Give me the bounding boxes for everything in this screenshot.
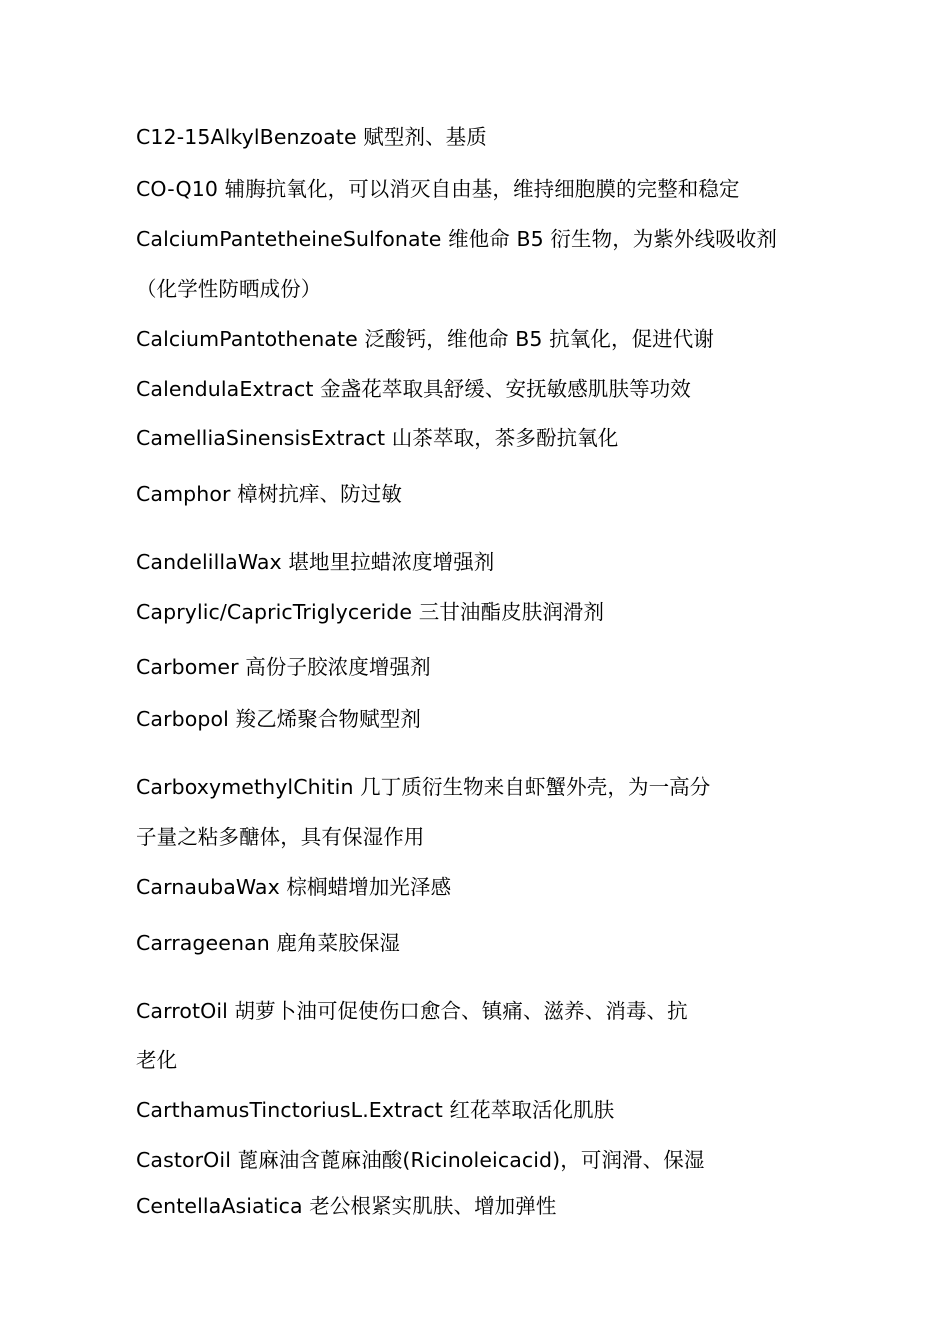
entry-caprylic-capric-triglyceride: Caprylic/CapricTriglyceride 三甘油酯皮肤润滑剂 [136, 600, 605, 624]
entry-carrageenan: Carrageenan 鹿角菜胶保湿 [136, 931, 401, 955]
entry-carrot-oil: CarrotOil 胡萝卜油可促使伤口愈合、镇痛、滋养、消毒、抗 [136, 999, 688, 1023]
entry-carbopol: Carbopol 羧乙烯聚合物赋型剂 [136, 707, 421, 731]
entry-camphor: Camphor 樟树抗痒、防过敏 [136, 482, 402, 506]
entry-c12-15-alkyl-benzoate: C12-15AlkylBenzoate 赋型剂、基质 [136, 125, 487, 149]
entry-candelilla-wax: CandelillaWax 堪地里拉蜡浓度增强剂 [136, 550, 495, 574]
entry-calcium-pantetheine-sulfonate-continued: （化学性防晒成份） [136, 277, 322, 301]
entry-carbomer: Carbomer 高份子胶浓度增强剂 [136, 655, 431, 679]
entry-camellia-sinensis-extract: CamelliaSinensisExtract 山茶萃取，茶多酚抗氧化 [136, 426, 619, 450]
entry-carboxymethyl-chitin: CarboxymethylChitin 几丁质衍生物来自虾蟹外壳，为一高分 [136, 775, 711, 799]
entry-calcium-pantothenate: CalciumPantothenate 泛酸钙，维他命 B5 抗氧化，促进代谢 [136, 327, 714, 351]
entry-carthamus-tinctorius-extract: CarthamusTinctoriusL.Extract 红花萃取活化肌肤 [136, 1098, 615, 1122]
entry-calcium-pantetheine-sulfonate: CalciumPantetheineSulfonate 维他命 B5 衍生物，为紫外线吸收剂 [136, 227, 778, 251]
entry-co-q10: CO-Q10 辅脢抗氧化，可以消灭自由基，维持细胞膜的完整和稳定 [136, 177, 740, 201]
entry-castor-oil: CastorOil 蓖麻油含蓖麻油酸(Ricinoleicacid)，可润滑、保湿 [136, 1148, 705, 1172]
entry-calendula-extract: CalendulaExtract 金盏花萃取具舒缓、安抚敏感肌肤等功效 [136, 377, 691, 401]
entry-carnauba-wax: CarnaubaWax 棕榈蜡增加光泽感 [136, 875, 452, 899]
entry-carrot-oil-continued: 老化 [136, 1048, 178, 1072]
entry-carboxymethyl-chitin-continued: 子量之粘多醣体，具有保湿作用 [136, 825, 425, 849]
entry-centella-asiatica: CentellaAsiatica 老公根紧实肌肤、增加弹性 [136, 1194, 557, 1218]
